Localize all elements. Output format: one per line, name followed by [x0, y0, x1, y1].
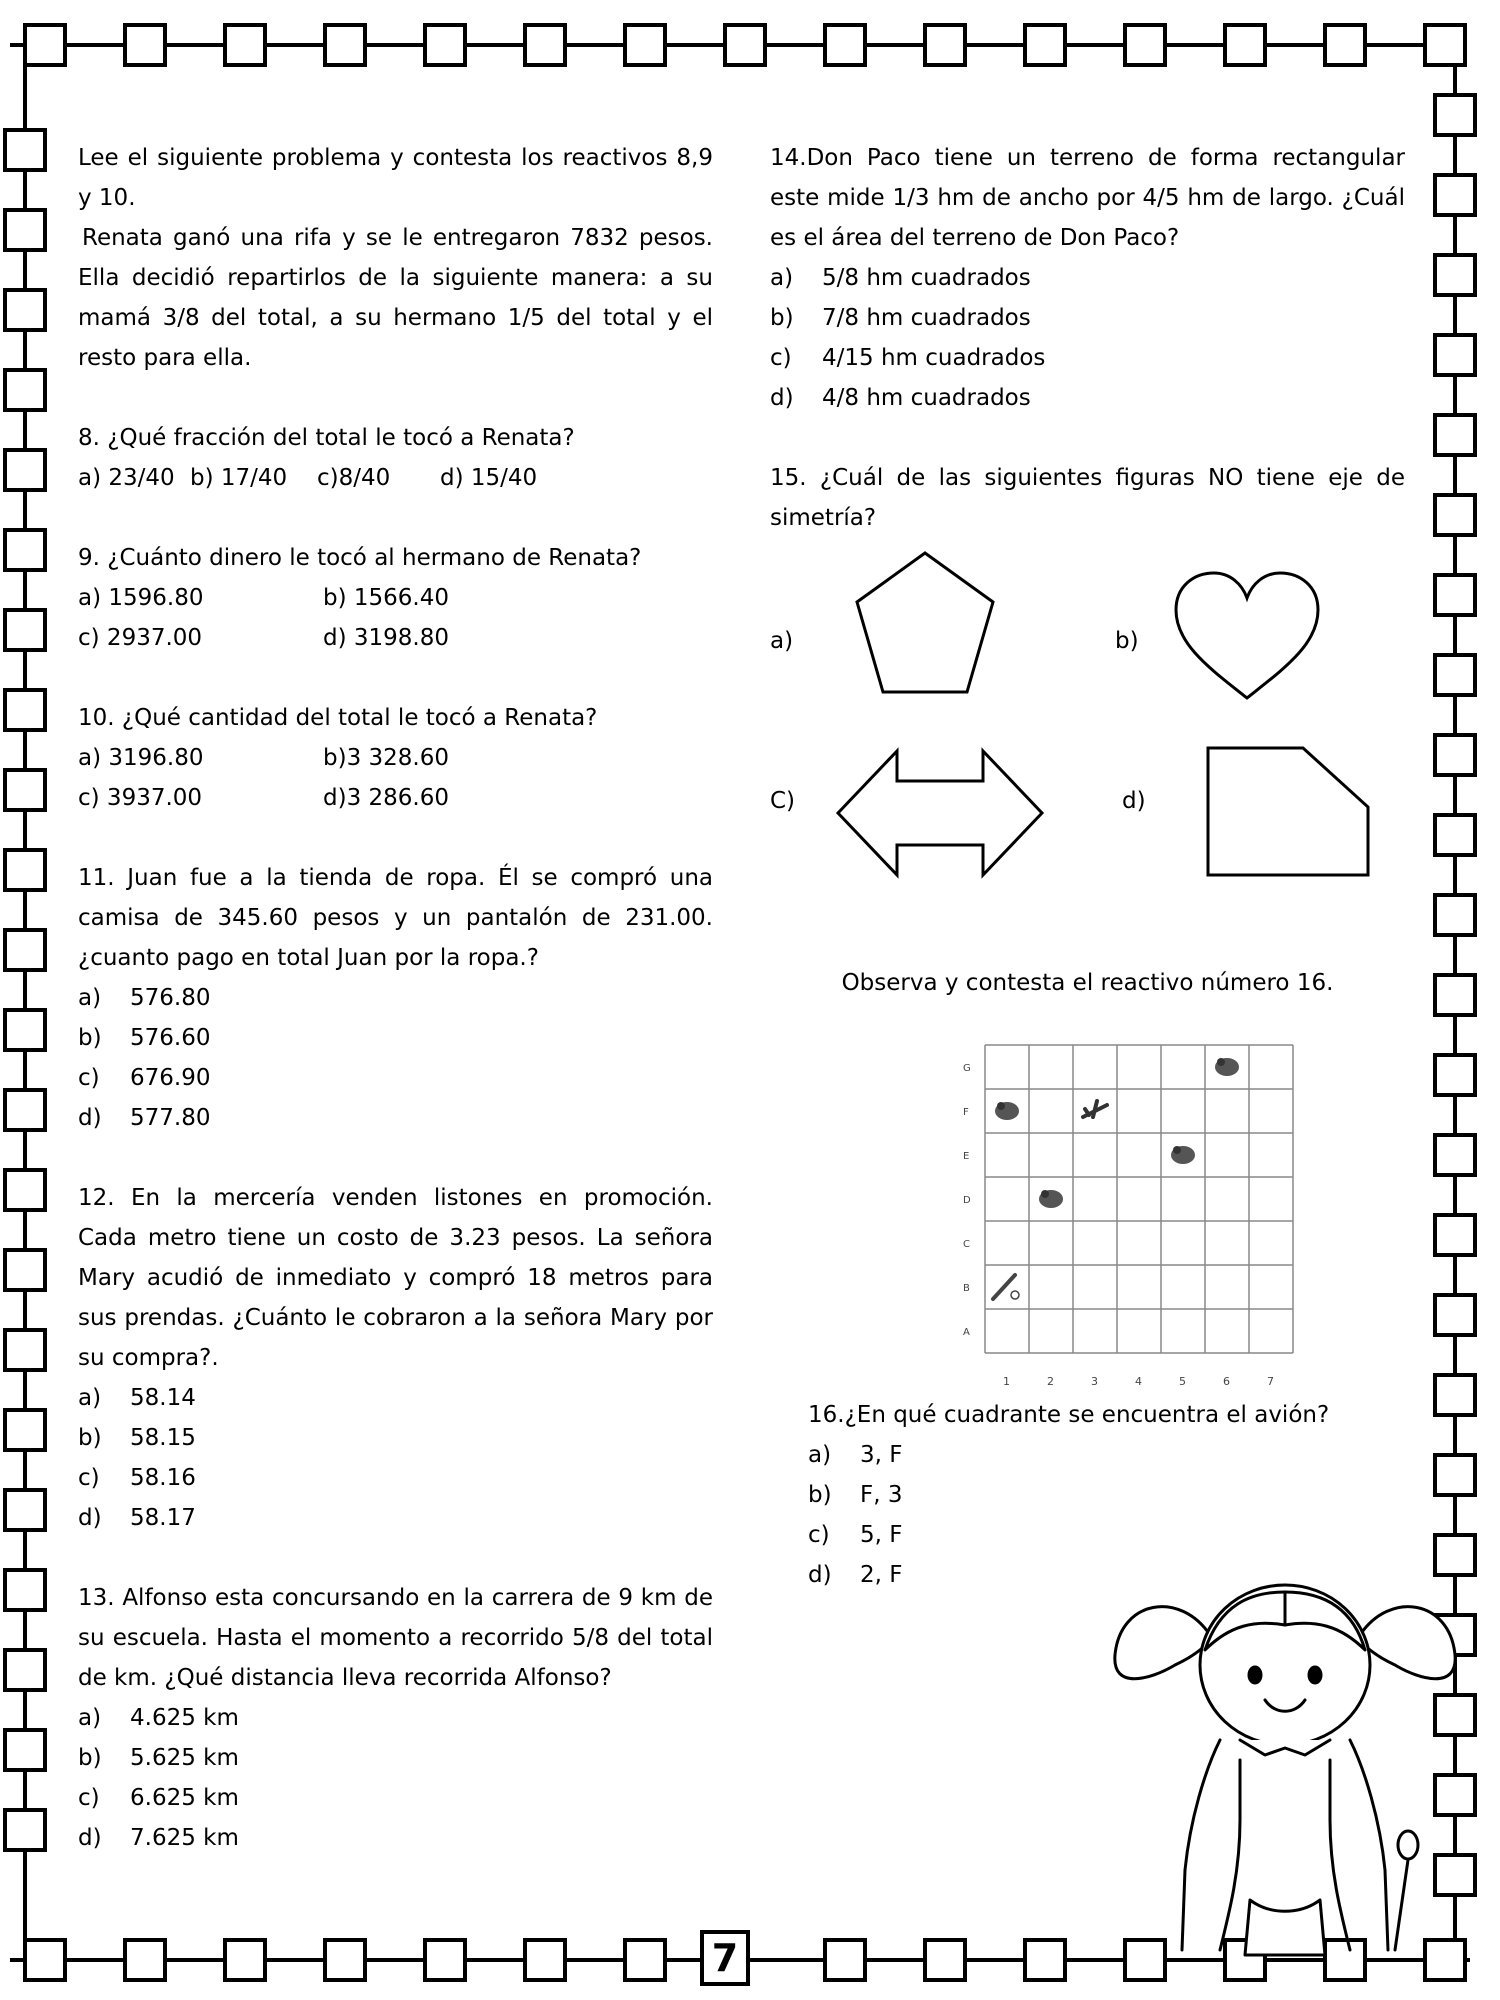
- option-letter: a): [78, 1705, 102, 1731]
- chain-square: [1435, 1055, 1475, 1095]
- double-arrow-shape[interactable]: [835, 748, 1045, 878]
- question-15-text: 15. ¿Cuál de las siguientes figuras NO tiene eje de simetría?: [770, 465, 1405, 531]
- question-12-text: 12. En la mercería venden listones en promoción. Cada metro tiene un costo de 3.23 pesos. La señora Mary acudió de inmediato y compró 18 metros para sus prendas. ¿Cuánto le cobraron a la señora Mary por su compra?.: [78, 1185, 713, 1371]
- option-text: 58.14: [130, 1385, 196, 1411]
- option-c[interactable]: [78, 1058, 713, 1098]
- question-13-text: 13. Alfonso esta concursando en la carrera de 9 km de su escuela. Hasta el momento a recorrido 5/8 del total de km. ¿Qué distancia lleva recorrida Alfonso?: [78, 1585, 713, 1691]
- grid-col-label: 4: [1135, 1375, 1142, 1388]
- chain-square: [5, 1330, 45, 1370]
- option-letter: b): [78, 1425, 102, 1451]
- chain-square: [5, 610, 45, 650]
- chain-square: [225, 1940, 265, 1980]
- chain-square: [125, 25, 165, 65]
- heart-shape[interactable]: [1172, 570, 1322, 705]
- grid-row-label: B: [963, 1283, 970, 1294]
- chain-square: [125, 1940, 165, 1980]
- chain-square: [525, 25, 565, 65]
- chain-square: [25, 1940, 65, 1980]
- option-letter: c): [78, 1785, 100, 1811]
- chain-square: [425, 1940, 465, 1980]
- page-number: 7: [700, 1930, 750, 1986]
- option-letter: d): [78, 1105, 102, 1131]
- question-8-text: 8. ¿Qué fracción del total le tocó a Renata?: [78, 425, 575, 451]
- figure-c-label[interactable]: C): [770, 788, 796, 814]
- option-a[interactable]: [808, 1435, 1408, 1475]
- question-8-options: [78, 458, 713, 498]
- question-9-text: 9. ¿Cuánto dinero le tocó al hermano de Renata?: [78, 545, 642, 571]
- option-c[interactable]: [808, 1515, 1408, 1555]
- option-text: 2, F: [860, 1562, 903, 1588]
- grid-col-label: 5: [1179, 1375, 1186, 1388]
- chain-square: [5, 210, 45, 250]
- option-letter: a): [78, 985, 102, 1011]
- option-letter: d): [78, 1505, 102, 1531]
- chain-square: [25, 25, 65, 65]
- option-text: 58.15: [130, 1425, 196, 1451]
- option-text: 7/8 hm cuadrados: [822, 305, 1031, 331]
- chain-square: [1435, 1455, 1475, 1495]
- chain-square: [1025, 25, 1065, 65]
- chain-square: [5, 450, 45, 490]
- bat-and-ball-icon: [993, 1275, 1019, 1299]
- option-text: 4/8 hm cuadrados: [822, 385, 1031, 411]
- chain-square: [5, 770, 45, 810]
- option-c[interactable]: c) 3937.00: [78, 785, 203, 811]
- option-d[interactable]: [770, 378, 1405, 418]
- chain-square: [5, 370, 45, 410]
- option-b[interactable]: b) 17/40: [190, 465, 288, 491]
- chain-square: [5, 1490, 45, 1530]
- chain-square: [1435, 95, 1475, 135]
- chain-square: [5, 1090, 45, 1130]
- pentagon-shape[interactable]: [850, 550, 1000, 700]
- chain-square: [5, 1010, 45, 1050]
- chain-square: [1435, 335, 1475, 375]
- chain-square: [5, 1410, 45, 1450]
- chain-square: [1435, 895, 1475, 935]
- chain-square: [1435, 1375, 1475, 1415]
- grid-col-label: 3: [1091, 1375, 1098, 1388]
- left-column: [78, 138, 713, 1858]
- cut-corner-square-shape[interactable]: [1205, 745, 1375, 880]
- question-9: [78, 538, 713, 658]
- option-text: 58.16: [130, 1465, 196, 1491]
- chain-square: [5, 690, 45, 730]
- chain-square: [5, 1810, 45, 1850]
- girl-illustration: [1090, 1570, 1480, 1960]
- chain-square: [1435, 255, 1475, 295]
- grid-col-label: 1: [1003, 1375, 1010, 1388]
- chain-square: [1025, 1940, 1065, 1980]
- option-a[interactable]: [78, 1698, 713, 1738]
- turtle-icon: [995, 1102, 1019, 1120]
- grid-row-label: E: [963, 1151, 970, 1162]
- chain-square: [1435, 735, 1475, 775]
- option-b[interactable]: b)3 328.60: [323, 745, 449, 771]
- option-d[interactable]: d) 15/40: [440, 465, 538, 491]
- option-c[interactable]: [770, 338, 1405, 378]
- grid-col-label: 6: [1223, 1375, 1230, 1388]
- observe-instruction: Observa y contesta el reactivo número 16.: [841, 970, 1334, 996]
- chain-square: [5, 1250, 45, 1290]
- option-letter: a): [808, 1442, 832, 1468]
- chain-square: [925, 25, 965, 65]
- figure-d-label[interactable]: d): [1122, 788, 1146, 814]
- option-text: F, 3: [860, 1482, 903, 1508]
- intro-text: Lee el siguiente problema y contesta los reactivos 8,9 y 10.: [78, 145, 713, 211]
- option-letter: c): [78, 1465, 100, 1491]
- grid-row-label: D: [963, 1195, 971, 1206]
- option-a[interactable]: a) 1596.80: [78, 585, 204, 611]
- chain-square: [1435, 815, 1475, 855]
- grid-row-label: C: [963, 1239, 970, 1250]
- chain-square: [1435, 1295, 1475, 1335]
- option-text: 6.625 km: [130, 1785, 239, 1811]
- renata-story: Renata ganó una rifa y se le entregaron 7832 pesos. Ella decidió repartirlos de la siguiente manera: a su mamá 3/8 del total, a su hermano 1/5 del total y el resto para ella.: [78, 225, 713, 371]
- right-column: [770, 138, 1405, 538]
- figure-b-label[interactable]: b): [1115, 628, 1139, 654]
- option-b[interactable]: [78, 1738, 713, 1778]
- option-letter: d): [78, 1825, 102, 1851]
- chain-square: [625, 1940, 665, 1980]
- option-text: 3, F: [860, 1442, 903, 1468]
- option-text: 5.625 km: [130, 1745, 239, 1771]
- chain-square: [5, 850, 45, 890]
- option-d[interactable]: [78, 1098, 713, 1138]
- chain-square: [1225, 25, 1265, 65]
- grid-col-label: 2: [1047, 1375, 1054, 1388]
- option-text: 576.60: [130, 1025, 211, 1051]
- option-a[interactable]: [78, 978, 713, 1018]
- option-d[interactable]: d)3 286.60: [323, 785, 449, 811]
- question-10: [78, 698, 713, 818]
- question-14: [770, 138, 1405, 418]
- chain-square: [825, 25, 865, 65]
- chain-square: [825, 1940, 865, 1980]
- option-c[interactable]: [78, 1778, 713, 1818]
- grid-row-label: G: [963, 1063, 971, 1074]
- option-letter: b): [808, 1482, 832, 1508]
- grid-col-label: 7: [1267, 1375, 1274, 1388]
- duck-icon: [1171, 1146, 1195, 1164]
- question-14-text: 14.Don Paco tiene un terreno de forma rectangular este mide 1/3 hm de ancho por 4/5 hm de largo. ¿Cuál es el área del terreno de Don Paco?: [770, 145, 1405, 251]
- option-b[interactable]: [770, 298, 1405, 338]
- chain-square: [1435, 495, 1475, 535]
- chain-square: [625, 25, 665, 65]
- question-11-text: 11. Juan fue a la tienda de ropa. Él se compró una camisa de 345.60 pesos y un pantalón de 231.00.¿cuanto pago en total Juan por la ropa.?: [78, 865, 713, 971]
- plane-icon: [1083, 1101, 1107, 1117]
- chain-square: [1325, 25, 1365, 65]
- coordinate-grid: [950, 1040, 1300, 1388]
- chain-square: [5, 290, 45, 330]
- question-10-text: 10. ¿Qué cantidad del total le tocó a Renata?: [78, 705, 598, 731]
- option-text: 577.80: [130, 1105, 211, 1131]
- question-12: [78, 1178, 713, 1538]
- option-b[interactable]: [808, 1475, 1408, 1515]
- option-d[interactable]: [78, 1818, 713, 1858]
- option-letter: a): [770, 265, 794, 291]
- chain-square: [1435, 175, 1475, 215]
- option-letter: c): [808, 1522, 830, 1548]
- option-letter: c): [770, 345, 792, 371]
- chain-square: [225, 25, 265, 65]
- option-text: 7.625 km: [130, 1825, 239, 1851]
- chain-square: [5, 1170, 45, 1210]
- option-c[interactable]: [78, 1458, 713, 1498]
- option-letter: d): [770, 385, 794, 411]
- option-b[interactable]: [78, 1418, 713, 1458]
- figure-a-label[interactable]: a): [770, 628, 794, 654]
- option-a[interactable]: [770, 258, 1405, 298]
- chain-square: [1435, 1135, 1475, 1175]
- option-c[interactable]: c) 2937.00: [78, 625, 203, 651]
- chain-square: [5, 1730, 45, 1770]
- chain-square: [1435, 975, 1475, 1015]
- option-letter: b): [78, 1025, 102, 1051]
- chain-square: [5, 130, 45, 170]
- chain-square: [1435, 1215, 1475, 1255]
- dog-icon: [1039, 1190, 1063, 1208]
- option-b[interactable]: b) 1566.40: [323, 585, 449, 611]
- grid-row-label: F: [963, 1107, 969, 1118]
- chain-square: [1425, 25, 1465, 65]
- chain-square: [5, 530, 45, 570]
- chain-square: [1435, 575, 1475, 615]
- option-text: 58.17: [130, 1505, 196, 1531]
- option-letter: d): [808, 1562, 832, 1588]
- bird-icon: [1215, 1058, 1239, 1076]
- option-text: 4.625 km: [130, 1705, 239, 1731]
- chain-square: [925, 1940, 965, 1980]
- chain-square: [5, 1650, 45, 1690]
- chain-square: [1125, 25, 1165, 65]
- option-c[interactable]: c)8/40: [317, 465, 391, 491]
- option-text: 676.90: [130, 1065, 211, 1091]
- question-16: [808, 1395, 1408, 1595]
- chain-square: [325, 25, 365, 65]
- option-letter: b): [770, 305, 794, 331]
- chain-square: [725, 25, 765, 65]
- option-text: 5, F: [860, 1522, 903, 1548]
- chain-square: [5, 1570, 45, 1610]
- option-a[interactable]: a) 3196.80: [78, 745, 204, 771]
- option-text: 4/15 hm cuadrados: [822, 345, 1046, 371]
- question-8: [78, 418, 713, 498]
- option-b[interactable]: [78, 1018, 713, 1058]
- chain-square: [325, 1940, 365, 1980]
- option-letter: b): [78, 1745, 102, 1771]
- question-16-text: 16.¿En qué cuadrante se encuentra el avión?: [808, 1402, 1330, 1428]
- option-text: 5/8 hm cuadrados: [822, 265, 1031, 291]
- option-d[interactable]: [78, 1498, 713, 1538]
- chain-square: [5, 930, 45, 970]
- question-11: [78, 858, 713, 1138]
- option-d[interactable]: d) 3198.80: [323, 625, 449, 651]
- chain-square: [425, 25, 465, 65]
- question-13: [78, 1578, 713, 1858]
- option-letter: a): [78, 1385, 102, 1411]
- grid-row-label: A: [963, 1327, 970, 1338]
- option-letter: c): [78, 1065, 100, 1091]
- chain-square: [1435, 655, 1475, 695]
- chain-square: [525, 1940, 565, 1980]
- chain-square: [1435, 1535, 1475, 1575]
- option-a[interactable]: a) 23/40: [78, 465, 175, 491]
- option-a[interactable]: [78, 1378, 713, 1418]
- option-text: 576.80: [130, 985, 211, 1011]
- chain-square: [1435, 415, 1475, 455]
